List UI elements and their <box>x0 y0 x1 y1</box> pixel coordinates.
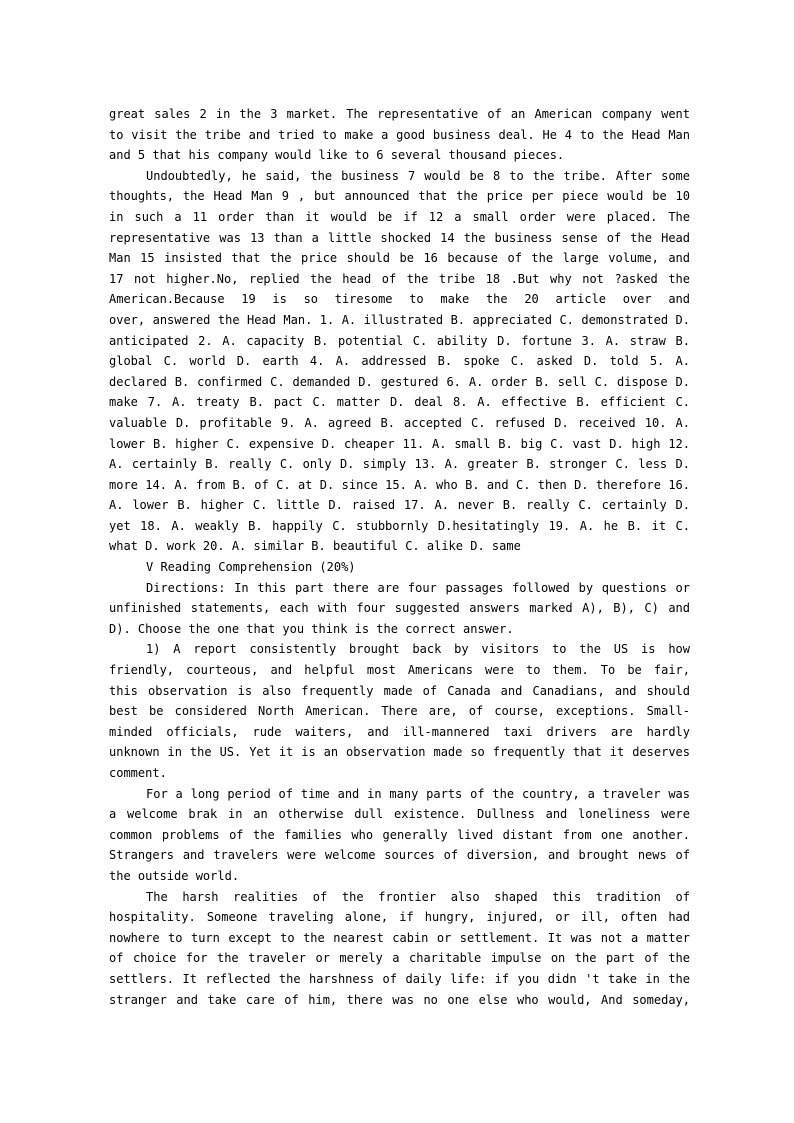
text-line: 17 not higher.No, replied the head of the tribe 18 .But why not ?asked the <box>109 271 690 286</box>
text-line: comment. <box>109 766 167 780</box>
text-line: The harsh realities of the frontier also shaped this tradition of <box>146 889 690 904</box>
text-line: Man 15 insisted that the price should be 16 because of the large volume, and <box>109 251 690 266</box>
text-line: anticipated 2. A. capacity B. potential C. ability D. fortune 3. A. straw B. <box>109 333 690 348</box>
text-line: this observation is also frequently made of Canada and Canadians, and should <box>109 683 690 698</box>
text-line: more 14. A. from B. of C. at D. since 15. A. who B. and C. then D. therefore 16. <box>109 477 690 492</box>
text-line: the outside world. <box>109 868 240 883</box>
text-line: and 5 that his company would like to 6 several thousand pieces. <box>109 148 565 163</box>
text-line: representative was 13 than a little shocked 14 the business sense of the Head <box>109 230 690 245</box>
text-line: friendly, courteous, and helpful most Americans were to them. To be fair, <box>109 663 690 678</box>
text-line: common problems of the families who generally lived distant from one another. <box>109 827 690 842</box>
text-line: make 7. A. treaty B. pact C. matter D. deal 8. A. effective B. efficient C. <box>109 395 690 410</box>
text-line: American.Because 19 is so tiresome to make the 20 article over and <box>109 292 690 307</box>
text-line: minded officials, rude waiters, and ill-mannered taxi drivers are hardly <box>109 724 690 739</box>
text-line: 1) A report consistently brought back by visitors to the US is how <box>146 642 690 657</box>
text-line: thoughts, the Head Man 9 , but announced that the price per piece would be 10 <box>109 189 690 204</box>
text-line: unfinished statements, each with four suggested answers marked A), B), C) and <box>109 601 690 616</box>
text-line: For a long period of time and in many parts of the country, a traveler was <box>146 786 690 801</box>
text-line: great sales 2 in the 3 market. The representative of an American company went <box>109 107 690 121</box>
text-line: stranger and take care of him, there was no one else who would, And someday, <box>109 992 690 1007</box>
text-line: Undoubtedly, he said, the business 7 would be 8 to the tribe. After some <box>146 168 690 183</box>
text-line: A. lower B. higher C. little D. raised 17. A. never B. really C. certainly D. <box>109 498 690 513</box>
text-line: hospitality. Someone traveling alone, if hungry, injured, or ill, often had <box>109 910 690 925</box>
text-line: what D. work 20. A. similar B. beautiful C. alike D. same <box>109 539 521 554</box>
text-line: to visit the tribe and tried to make a good business deal. He 4 to the Head Man <box>109 127 690 142</box>
document-lines <box>109 104 690 1010</box>
text-line: over, answered the Head Man. 1. A. illustrated B. appreciated C. demonstrated D. <box>109 312 690 327</box>
text-line: a welcome brak in an otherwise dull existence. Dullness and loneliness were <box>109 807 690 822</box>
text-line: Directions: In this part there are four passages followed by questions or <box>146 580 690 595</box>
text-line: nowhere to turn except to the nearest cabin or settlement. It was not a matter <box>109 930 690 945</box>
text-line: declared B. confirmed C. demanded D. gestured 6. A. order B. sell C. dispose D. <box>109 374 690 389</box>
text-line: V Reading Comprehension (20%) <box>146 560 356 575</box>
text-line: yet 18. A. weakly B. happily C. stubbornly D.hesitatingly 19. A. he B. it C. <box>109 518 690 533</box>
text-line: settlers. It reflected the harshness of daily life: if you didn 't take in the <box>109 971 690 986</box>
text-line: valuable D. profitable 9. A. agreed B. accepted C. refused D. received 10. A. <box>109 415 690 430</box>
text-line: Strangers and travelers were welcome sources of diversion, and brought news of <box>109 848 690 863</box>
text-line: of choice for the traveler or merely a charitable impulse on the part of the <box>109 951 690 966</box>
text-line: global C. world D. earth 4. A. addressed B. spoke C. asked D. told 5. A. <box>109 354 690 369</box>
text-line: A. certainly B. really C. only D. simply 13. A. greater B. stronger C. less D. <box>109 457 690 472</box>
text-line: lower B. higher C. expensive D. cheaper 11. A. small B. big C. vast D. high 12. <box>109 436 690 451</box>
text-line: best be considered North American. There are, of course, exceptions. Small- <box>109 704 690 719</box>
text-line: D). Choose the one that you think is the correct answer. <box>109 621 514 636</box>
text-line: unknown in the US. Yet it is an observation made so frequently that it deserves <box>109 745 690 760</box>
text-line: in such a 11 order than it would be if 12 a small order were placed. The <box>109 209 690 224</box>
